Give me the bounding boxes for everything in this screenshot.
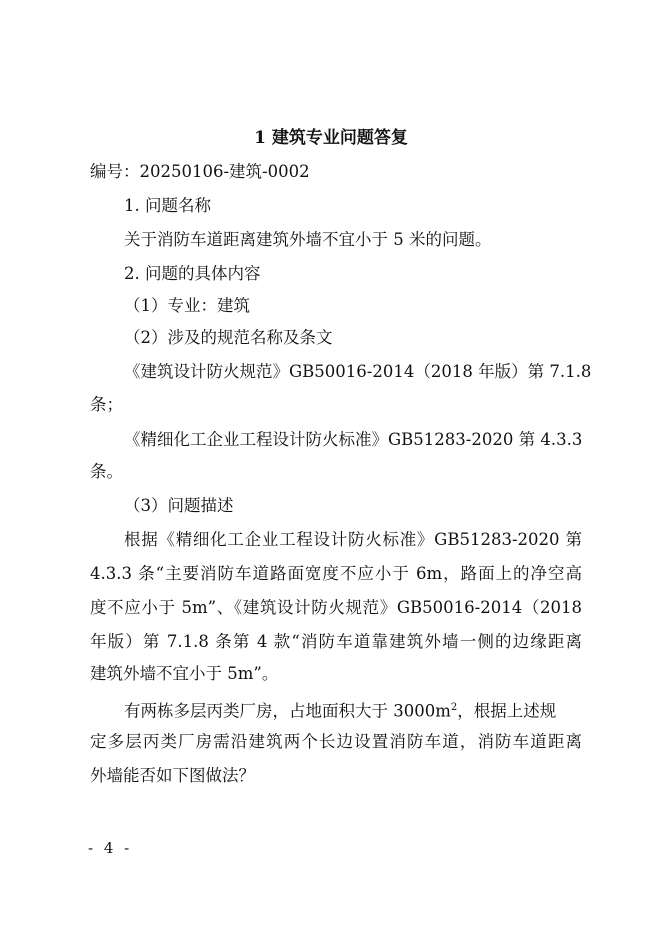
item-specialty: （1）专业：建筑 xyxy=(124,296,250,315)
section-heading-problem-content: 2. 问题的具体内容 xyxy=(124,264,261,283)
reference-2-line-1: 《精细化工企业工程设计防火标准》GB51283-2020 第 4.3.3 xyxy=(124,430,583,449)
reference-1-line-2: 条； xyxy=(90,395,123,414)
description-line-4: 年版）第 7.1.8 条第 4 款“消防车道靠建筑外墙一侧的边缘距离 xyxy=(90,632,582,651)
description-line-1: 根据《精细化工企业工程设计防火标准》GB51283-2020 第 xyxy=(124,530,582,549)
document-number: 编号：20250106-建筑-0002 xyxy=(90,162,310,181)
description-line-3: 度不应小于 5m”、《建筑设计防火规范》GB50016-2014（2018 xyxy=(90,598,582,617)
item-problem-description: （3）问题描述 xyxy=(124,496,234,515)
case-line-3: 外墙能否如下图做法？ xyxy=(90,766,255,785)
description-line-5: 建筑外墙不宜小于 5m”。 xyxy=(90,664,279,683)
problem-name-text: 关于消防车道距离建筑外墙不宜小于 5 米的问题。 xyxy=(124,230,492,249)
item-referenced-standards: （2）涉及的规范名称及条文 xyxy=(124,328,333,347)
case-line-1-text: 有两栋多层丙类厂房，占地面积大于 3000m xyxy=(124,701,451,721)
reference-2-line-2: 条。 xyxy=(90,462,123,481)
page-number: - 4 - xyxy=(88,839,133,857)
section-heading-problem-name: 1. 问题名称 xyxy=(124,196,211,215)
case-line-1 xyxy=(124,697,556,723)
case-line-2: 定多层丙类厂房需沿建筑两个长边设置消防车道，消防车道距离 xyxy=(90,732,582,751)
description-line-2: 4.3.3 条“主要消防车道路面宽度不应小于 6m，路面上的净空高 xyxy=(90,564,582,583)
reference-1-line-1: 《建筑设计防火规范》GB50016-2014（2018 年版）第 7.1.8 xyxy=(124,362,592,381)
area-unit-superscript: 2 xyxy=(450,702,458,713)
document-title: 1 建筑专业问题答复 xyxy=(254,128,408,148)
case-line-1-tail: ，根据上述规 xyxy=(457,701,557,721)
